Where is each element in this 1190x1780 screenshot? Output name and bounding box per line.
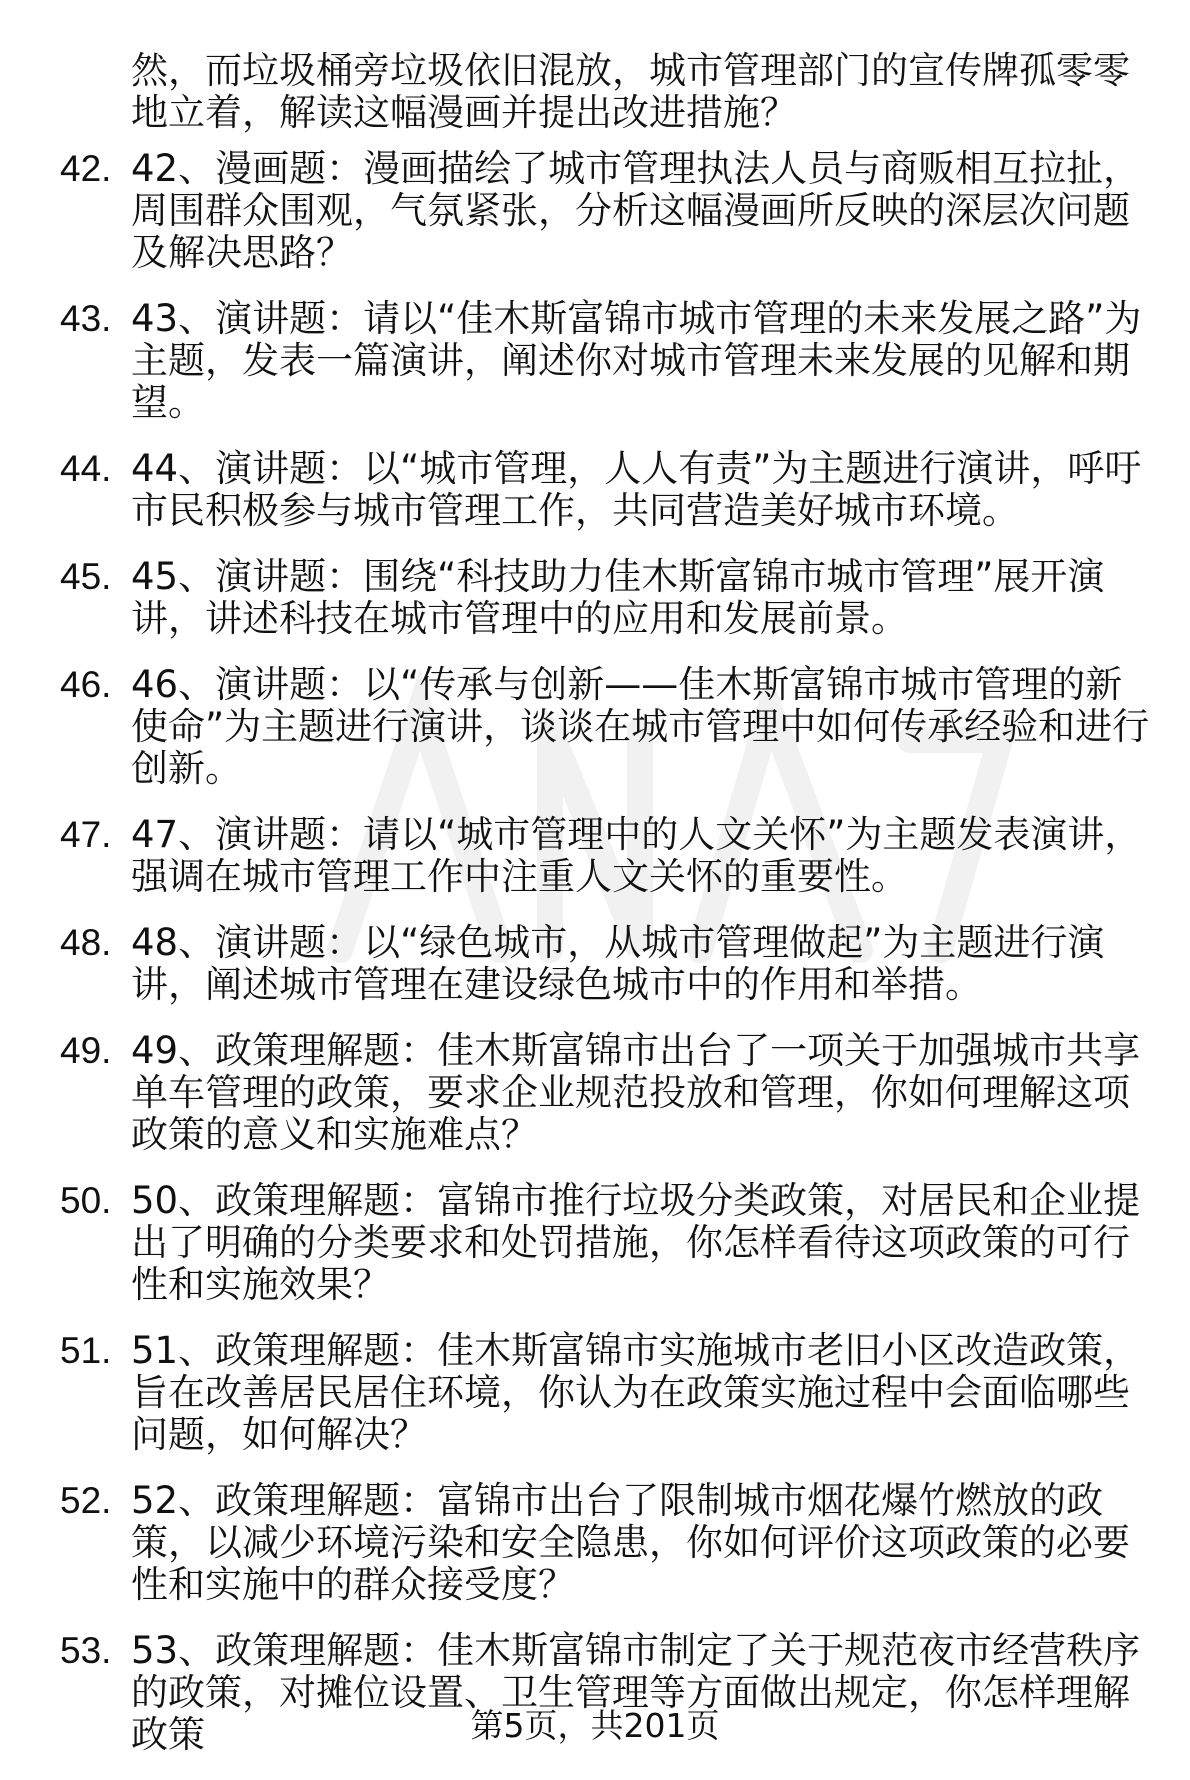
question-list [0,148,1190,1780]
question-number: 49. [60,1030,112,1071]
question-text: 45、演讲题：围绕“科技助力佳木斯富锦市城市管理”展开演讲，讲述科技在城市管理中的应用和发展前景。 [131,555,1105,640]
continuation-text: 然，而垃圾桶旁垃圾依旧混放，城市管理部门的宣传牌孤零零地立着，解读这幅漫画并提出改进措施？ [131,49,1130,134]
question-text: 42、漫画题：漫画描绘了城市管理执法人员与商贩相互拉扯，周围群众围观，气氛紧张，分析这幅漫画所反映的深层次问题及解决思路？ [131,147,1141,274]
question-text: 51、政策理解题：佳木斯富锦市实施城市老旧小区改造政策，旨在改善居民居住环境，你认为在政策实施过程中会面临哪些问题，如何解决？ [131,1329,1141,1456]
question-text: 49、政策理解题：佳木斯富锦市出台了一项关于加强城市共享单车管理的政策，要求企业规范投放和管理，你如何理解这项政策的意义和实施难点？ [131,1029,1141,1156]
question-item [0,1330,1151,1456]
question-item [0,448,1151,532]
page-footer: 第5页，共201页 [470,1706,720,1745]
question-number: 45. [60,556,112,597]
question-item [0,148,1151,274]
question-number: 50. [60,1180,112,1221]
question-text: 43、演讲题：请以“佳木斯富锦市城市管理的未来发展之路”为主题，发表一篇演讲，阐述你对城市管理未来发展的见解和期望。 [131,297,1142,424]
question-number: 44. [60,448,112,489]
question-item [0,556,1151,640]
question-number: 43. [60,298,112,339]
question-text: 47、演讲题：请以“城市管理中的人文关怀”为主题发表演讲，强调在城市管理工作中注重人文关怀的重要性。 [131,813,1142,898]
question-item [0,1480,1151,1606]
question-item [0,814,1151,898]
question-number: 53. [60,1630,112,1671]
question-item [0,664,1151,790]
question-number: 42. [60,148,112,189]
question-number: 51. [60,1330,112,1371]
question-item [0,298,1151,424]
question-text: 50、政策理解题：富锦市推行垃圾分类政策，对居民和企业提出了明确的分类要求和处罚措施，你怎样看待这项政策的可行性和实施效果？ [131,1179,1141,1306]
question-number: 48. [60,922,112,963]
question-number: 46. [60,664,112,705]
question-text: 52、政策理解题：富锦市出台了限制城市烟花爆竹燃放的政策，以减少环境污染和安全隐患，你如何评价这项政策的必要性和实施中的群众接受度？ [131,1479,1130,1606]
question-text: 48、演讲题：以“绿色城市，从城市管理做起”为主题进行演讲，阐述城市管理在建设绿色城市中的作用和举措。 [131,921,1105,1006]
question-item [0,1180,1151,1306]
question-number: 47. [60,814,112,855]
question-text: 46、演讲题：以“传承与创新——佳木斯富锦市城市管理的新使命”为主题进行演讲，谈谈在城市管理中如何传承经验和进行创新。 [131,663,1150,790]
question-item [0,922,1151,1006]
question-item [0,1030,1151,1156]
question-text: 44、演讲题：以“城市管理，人人有责”为主题进行演讲，呼吁市民积极参与城市管理工作，共同营造美好城市环境。 [131,447,1142,532]
question-number: 52. [60,1480,112,1521]
question-text: 53、政策理解题：佳木斯富锦市制定了关于规范夜市经营秩序的政策，对摊位设置、卫生管理等方面做出规定，你怎样理解政策 [131,1629,1141,1756]
